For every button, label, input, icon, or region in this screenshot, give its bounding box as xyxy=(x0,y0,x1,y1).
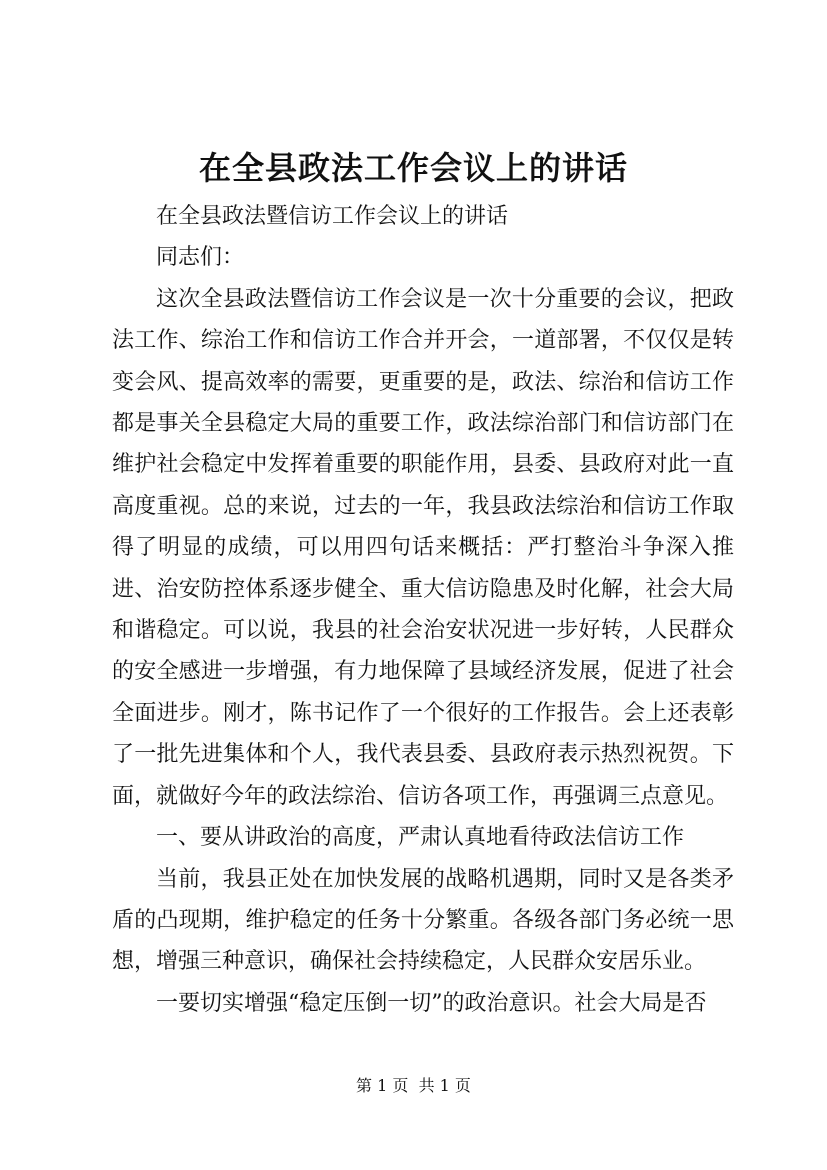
document-title: 在全县政法工作会议上的讲话 xyxy=(198,149,628,187)
document-body xyxy=(112,196,734,1024)
page-number-label: 第 1 页 共 1 页 xyxy=(356,1076,471,1095)
paragraph-point-one: 一要切实增强“稳定压倒一切”的政治意识。社会大局是否 xyxy=(156,990,707,1016)
paragraph-salutation: 同志们： xyxy=(156,245,245,271)
paragraph-subtitle: 在全县政法暨信访工作会议上的讲话 xyxy=(156,204,509,229)
paragraph-section-body: 当前，我县正处在加快发展的战略机遇期，同时又是各类矛盾的凸现期，维护稳定的任务十分繁重。各级各部门务必统一思想，增强三种意识，确保社会持续稳定，人民群众安居乐业。 xyxy=(112,866,734,975)
page-footer xyxy=(0,1076,827,1096)
paragraph-section-heading: 一、要从讲政治的高度，严肃认真地看待政法信访工作 xyxy=(156,825,685,851)
paragraph-intro: 这次全县政法暨信访工作会议是一次十分重要的会议，把政法工作、综治工作和信访工作合并开会，一道部署，不仅仅是转变会风、提高效率的需要，更重要的是，政法、综治和信访工作都是事关全县稳定大局的重要工作，政法综治部门和信访部门在维护社会稳定中发挥着重要的职能作用，县委、县政府对此一直高度重视。总的来说，过去的一年，我县政法综治和信访工作取得了明显的成绩，可以用四句话来概括：严打整治斗争深入推进、治安防控体系逐步健全、重大信访隐患及时化解，社会大局和谐稳定。可以说，我县的社会治安状况进一步好转，人民群众的安全感进一步增强，有力地保障了县域经济发展，促进了社会全面进步。刚才，陈书记作了一个很好的工作报告。会上还表彰了一批先进集体和个人，我代表县委、县政府表示热烈祝贺。下面，就做好今年的政法综治、信访各项工作，再强调三点意见。 xyxy=(112,286,734,809)
